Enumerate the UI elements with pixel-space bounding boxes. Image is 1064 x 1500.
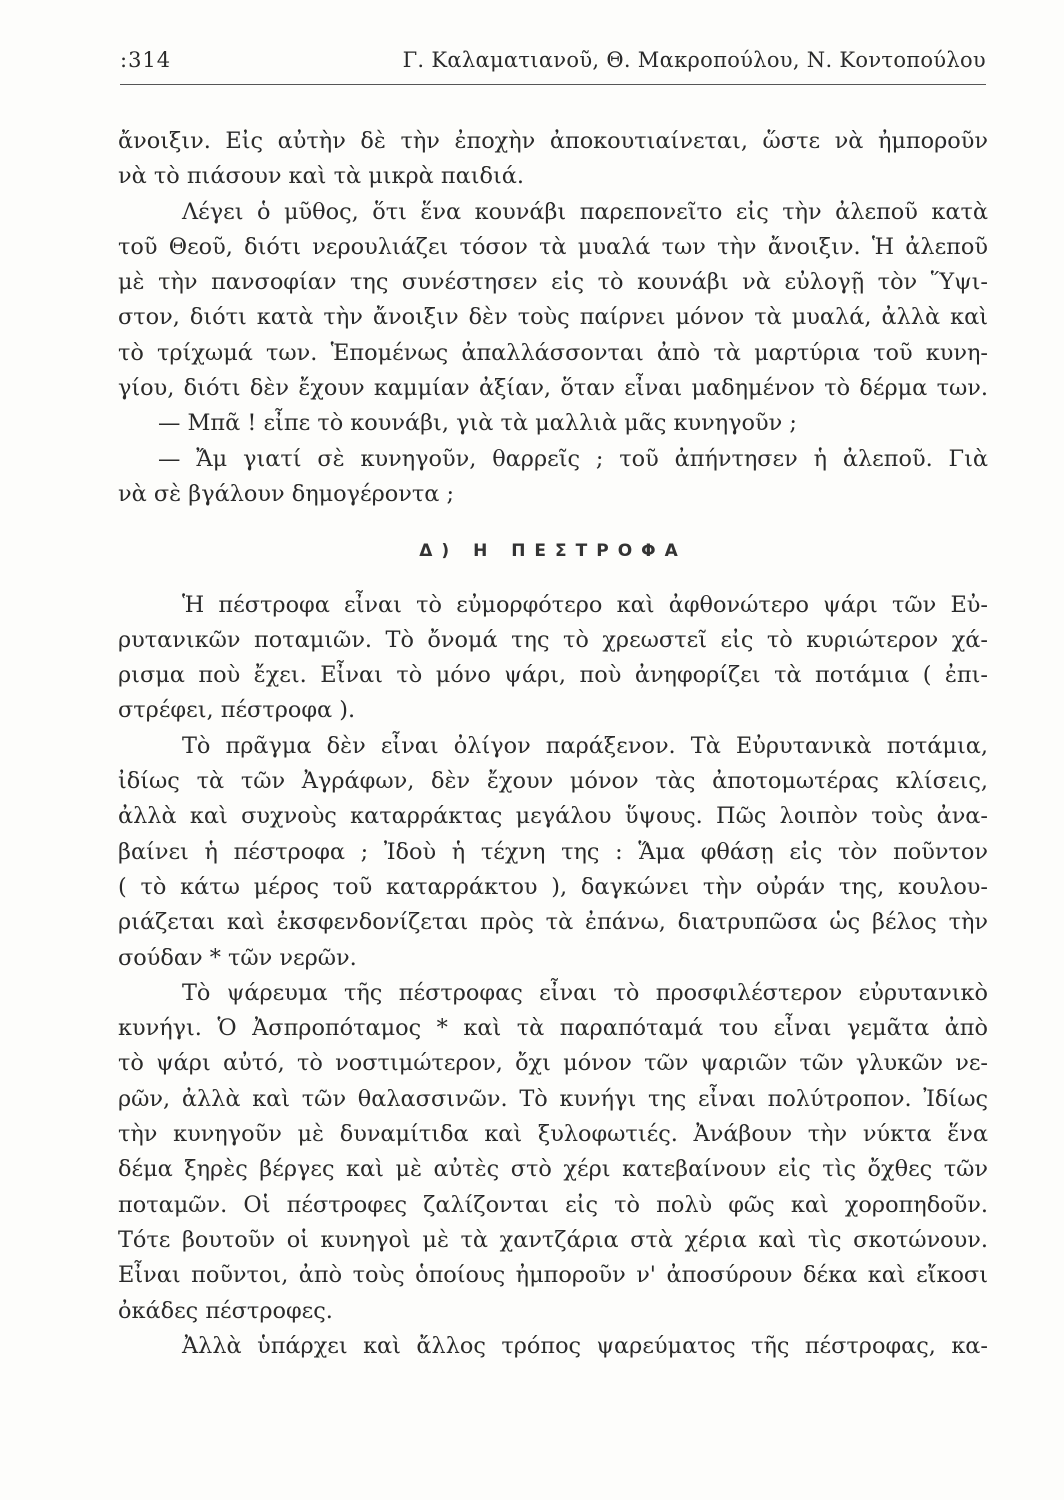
text-line: ποταμῶν. Οἱ πέστροφες ζαλίζονται εἰς τὸ πολὺ φῶς καὶ χοροπηδοῦν. [118, 1191, 988, 1218]
text-line: Τότε βουτοῦν οἱ κυνηγοὶ μὲ τὰ χαντζάρια στὰ χέρια καὶ τὶς σκοτώνουν. [118, 1226, 988, 1253]
text-line: τοῦ Θεοῦ, διότι νερουλιάζει τόσον τὰ μυαλά των τὴν ἄνοιξιν. Ἡ ἀλεποῦ [118, 233, 988, 260]
text-line: Τὸ ψάρευμα τῆς πέστροφας εἶναι τὸ προσφιλέστερον εὐρυτανικὸ [182, 979, 988, 1006]
running-title: Γ. Καλαματιανοῦ, Θ. Μακροπούλου, Ν. Κοντοπούλου [402, 48, 986, 72]
text-line: ἰδίως τὰ τῶν Ἀγράφων, δὲν ἔχουν μόνον τὰς ἀποτομωτέρας κλίσεις, [118, 768, 988, 795]
text-line: Εἶναι ποῦντοι, ἀπὸ τοὺς ὁποίους ἠμποροῦν ν' ἀποσύρουν δέκα καὶ εἴκοσι [118, 1262, 988, 1289]
text-line: τὴν κυνηγοῦν μὲ δυναμίτιδα καὶ ξυλοφωτιές. Ἀνάβουν τὴν νύκτα ἕνα [118, 1121, 988, 1148]
text-line: στρέφει, πέστροφα ). [118, 697, 356, 724]
section-heading: Δ) Η ΠΕΣΤΡΟΦΑ [419, 541, 687, 562]
body-text [118, 124, 988, 1364]
text-line: Ἡ πέστροφα εἶναι τὸ εὐμορφότερο καὶ ἀφθονώτερο ψάρι τῶν Εὐ- [182, 591, 988, 618]
page-number: :314 [120, 48, 172, 72]
text-line: ρῶν, ἀλλὰ καὶ τῶν θαλασσινῶν. Τὸ κυνήγι της εἶναι πολύτροπον. Ἰδίως [118, 1085, 988, 1112]
text-line: ( τὸ κάτω μέρος τοῦ καταρράκτου ), δαγκώνει τὴν οὐράν της, κουλου- [118, 873, 988, 900]
text-line: ὀκάδες πέστροφες. [118, 1297, 333, 1324]
text-line: βαίνει ἡ πέστροφα ; Ἰδοὺ ἡ τέχνη της : Ἅμα φθάσῃ εἰς τὸν ποῦντον [118, 838, 988, 865]
text-line: νὰ σὲ βγάλουν δημογέροντα ; [118, 480, 455, 507]
text-line: ρυτανικῶν ποταμιῶν. Τὸ ὄνομά της τὸ χρεωστεῖ εἰς τὸ κυριώτερον χά- [118, 626, 988, 653]
text-line: νὰ τὸ πιάσουν καὶ τὰ μικρὰ παιδιά. [118, 163, 525, 190]
text-line: μὲ τὴν πανσοφίαν της συνέστησεν εἰς τὸ κουνάβι νὰ εὐλογῇ τὸν Ὕψι- [118, 269, 988, 296]
text-line: σούδαν * τῶν νερῶν. [118, 944, 357, 971]
text-line: δέμα ξηρὲς βέργες καὶ μὲ αὐτὲς στὸ χέρι κατεβαίνουν εἰς τὶς ὄχθες τῶν [118, 1156, 988, 1183]
text-line: Τὸ πρᾶγμα δὲν εἶναι ὀλίγον παράξενον. Τὰ Εὐρυτανικὰ ποτάμια, [182, 732, 988, 759]
text-line: στον, διότι κατὰ τὴν ἄνοιξιν δὲν τοὺς παίρνει μόνον τὰ μυαλά, ἀλλὰ καὶ [118, 304, 988, 331]
text-line: ἀλλὰ καὶ συχνοὺς καταρράκτας μεγάλου ὕψους. Πῶς λοιπὸν τοὺς ἀνα- [118, 803, 988, 830]
text-line: ριάζεται καὶ ἐκσφενδονίζεται πρὸς τὰ ἐπάνω, διατρυπῶσα ὡς βέλος τὴν [118, 909, 988, 936]
text-line: Ἀλλὰ ὑπάρχει καὶ ἄλλος τρόπος ψαρεύματος τῆς πέστροφας, κα- [182, 1332, 988, 1359]
text-line: τὸ ψάρι αὐτό, τὸ νοστιμώτερον, ὄχι μόνον τῶν ψαριῶν τῶν γλυκῶν νε- [118, 1050, 988, 1077]
text-line: ρισμα ποὺ ἔχει. Εἶναι τὸ μόνο ψάρι, ποὺ ἀνηφορίζει τὰ ποτάμια ( ἐπι- [118, 662, 988, 689]
text-line: γίου, διότι δὲν ἔχουν καμμίαν ἀξίαν, ὅταν εἶναι μαδημένον τὸ δέρμα των. [118, 375, 988, 402]
dialogue-line: — Μπᾶ ! εἶπε τὸ κουνάβι, γιὰ τὰ μαλλιὰ μᾶς κυνηγοῦν ; [158, 410, 797, 437]
text-line: τὸ τρίχωμά των. Ἑπομένως ἀπαλλάσσονται ἀπὸ τὰ μαρτύρια τοῦ κυνη- [118, 339, 988, 366]
page-header [120, 44, 986, 85]
text-line: ἄνοιξιν. Εἰς αὐτὴν δὲ τὴν ἐποχὴν ἀποκουτιαίνεται, ὥστε νὰ ἠμποροῦν [118, 128, 988, 154]
dialogue-line: — Ἄμ γιατί σὲ κυνηγοῦν, θαρρεῖς ; τοῦ ἀπήντησεν ἡ ἀλεποῦ. Γιὰ [158, 445, 988, 472]
text-line: κυνήγι. Ὁ Ἀσπροπόταμος * καὶ τὰ παραπόταμά του εἶναι γεμᾶτα ἀπὸ [118, 1015, 988, 1042]
text-line: Λέγει ὁ μῦθος, ὅτι ἕνα κουνάβι παρεπονεῖτο εἰς τὴν ἀλεποῦ κατὰ [182, 198, 988, 225]
